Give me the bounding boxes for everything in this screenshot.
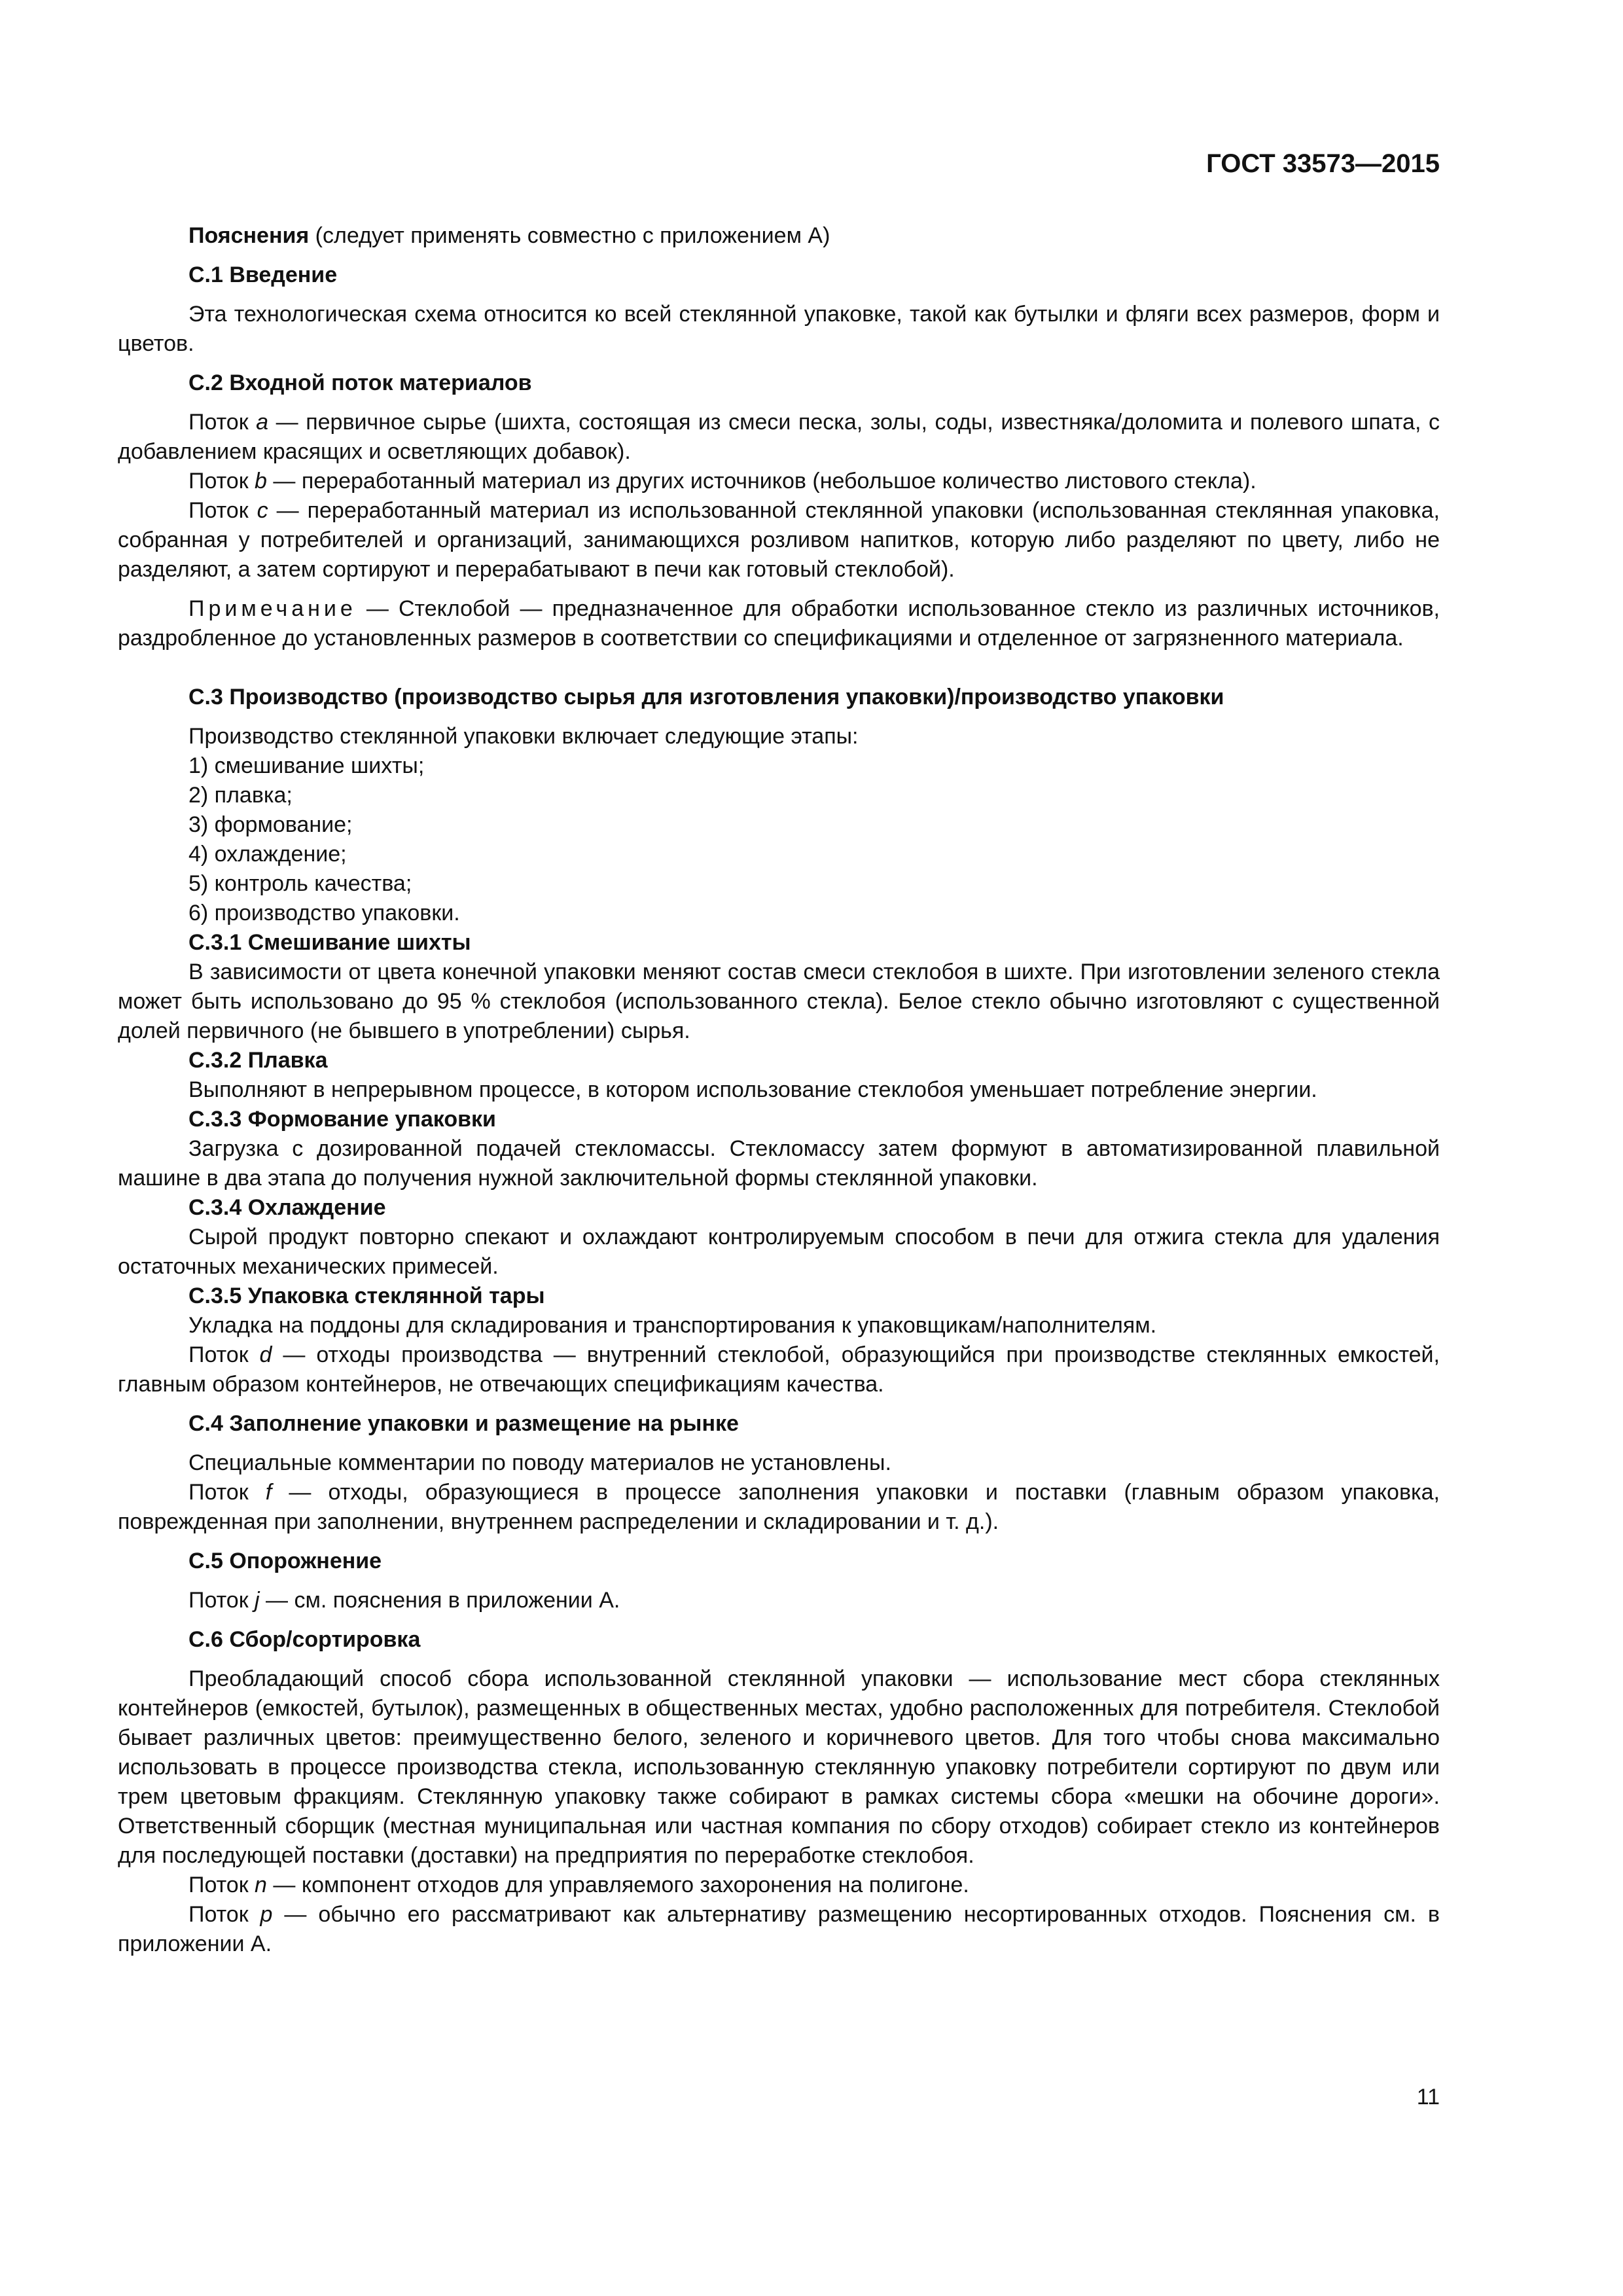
page-number: 11 — [1416, 2085, 1440, 2109]
subsection-c32-text: Выполняют в непрерывном процессе, в котором использование стеклобоя уменьшает потребление энергии. — [188, 1077, 1317, 1102]
stream-p-paragraph: Поток p — обычно его рассматривают как альтернативу размещению несортированных отходов. Пояснения см. в приложении А. — [118, 1902, 1440, 1956]
stream-var-f: f — [265, 1480, 272, 1505]
stream-var-d: d — [259, 1342, 272, 1367]
section-c1-text: Эта технологическая схема относится ко всей стеклянной упаковке, такой как бутылки и фляги всех размеров, форм и цветов. — [118, 302, 1440, 356]
list-item: 6) производство упаковки. — [188, 901, 460, 925]
section-c6-text: Преобладающий способ сбора использованной стеклянной упаковки — использование мест сбора стеклянных контейнеров (емкостей, бутылок), размещенных в общественных местах, удобно расположенных для потребителя. Стеклобой бывает различных цветов: преимущественно белого, зеленого и коричневого цветов. Для того чтобы снова максимально использовать в процессе производства стекла, использованную стеклянную упаковку потребители сортируют по двум или трем цветовым фракциям. Стеклянную упаковку также собирают в рамках системы сбора «мешки на обочине дороги». Ответственный сборщик (местная муниципальная или частная компания по сбору отходов) собирает стекло из контейнеров для последующей поставки (доставки) на предприятия по переработке стеклобоя. — [118, 1666, 1440, 1868]
intro-line — [118, 221, 1440, 251]
subsection-c34-heading: С.3.4 Охлаждение — [188, 1195, 386, 1220]
section-c4-heading: С.4 Заполнение упаковки и размещение на рынке — [188, 1411, 739, 1436]
page-body — [118, 221, 1440, 1959]
section-c6-heading: С.6 Сбор/сортировка — [188, 1627, 421, 1652]
subsection-c34-text: Сырой продукт повторно спекают и охлаждают контролируемым способом в печи для отжига стекла для удаления остаточных механических примесей. — [118, 1225, 1440, 1279]
stream-var-b: b — [255, 469, 267, 493]
document-code: ГОСТ 33573—2015 — [1206, 149, 1440, 178]
subsection-c33-text: Загрузка с дозированной подачей стекломассы. Стекломассу затем формуют в автоматизированной плавильной машине в два этапа до получения нужной заключительной формы стеклянной упаковки. — [118, 1136, 1440, 1191]
subsection-c35-heading: С.3.5 Упаковка стеклянной тары — [188, 1283, 545, 1308]
subsection-c35-text: Укладка на поддоны для складирования и транспортирования к упаковщикам/наполнителям. — [188, 1313, 1157, 1338]
subsection-c31-text: В зависимости от цвета конечной упаковки меняют состав смеси стеклобоя в шихте. При изготовлении зеленого стекла может быть использовано до 95 % стеклобоя (использованного стекла). Белое стекло обычно изготовляют с существенной долей первичного (не бывшего в употреблении) сырья. — [118, 960, 1440, 1043]
intro-rest: (следует применять совместно с приложением А) — [309, 223, 830, 248]
note-paragraph — [118, 594, 1440, 653]
stream-b-paragraph: Поток b — переработанный материал из других источников (небольшое количество листового стекла). — [188, 469, 1257, 493]
stream-c-paragraph: Поток c — переработанный материал из использованной стеклянной упаковки (использованная стеклянная упаковка, собранная у потребителей и организаций, занимающихся розливом напитков, которую либо разделяют по цвету, либо не разделяют, а затем сортируют и перерабатывают в печи как готовый стеклобой). — [118, 498, 1440, 582]
list-item: 4) охлаждение; — [188, 842, 347, 867]
subsection-c31-heading: С.3.1 Смешивание шихты — [188, 930, 471, 955]
stream-n-paragraph: Поток n — компонент отходов для управляемого захоронения на полигоне. — [188, 1873, 969, 1897]
section-c5-heading: С.5 Опорожнение — [188, 1549, 382, 1573]
stream-var-c: c — [257, 498, 268, 523]
stream-var-p: p — [260, 1902, 273, 1927]
section-c1-heading: С.1 Введение — [188, 262, 338, 287]
stream-var-j: j — [255, 1588, 260, 1613]
list-item: 1) смешивание шихты; — [188, 753, 425, 778]
section-c2-heading: С.2 Входной поток материалов — [188, 370, 532, 395]
subsection-c33-heading: С.3.3 Формование упаковки — [188, 1107, 496, 1132]
list-item: 3) формование; — [188, 812, 353, 837]
stream-a-paragraph: Поток a — первичное сырье (шихта, состоящая из смеси песка, золы, соды, известняка/доломита и полевого шпата, с добавлением красящих и осветляющих добавок). — [118, 410, 1440, 464]
subsection-c32-heading: С.3.2 Плавка — [188, 1048, 328, 1073]
stream-f-paragraph: Поток f — отходы, образующиеся в процессе заполнения упаковки и поставки (главным образом упаковка, поврежденная при заполнении, внутреннем распределении и складировании и т. д.). — [118, 1480, 1440, 1534]
note-label: Примечание — [188, 596, 357, 621]
list-item: 2) плавка; — [188, 783, 293, 808]
stream-var-a: a — [256, 410, 269, 435]
list-item: 5) контроль качества; — [188, 871, 412, 896]
stream-j-paragraph: Поток j — см. пояснения в приложении А. — [188, 1588, 620, 1613]
section-c3-intro: Производство стеклянной упаковки включает следующие этапы: — [188, 724, 859, 749]
note-text: — Стеклобой — предназначенное для обработки использованное стекло из различных источников, раздробленное до установленных размеров в соответствии со спецификациями и отделенное от загрязненного материала. — [118, 596, 1440, 651]
stream-var-n: n — [255, 1873, 267, 1897]
section-c3-heading: С.3 Производство (производство сырья для изготовления упаковки)/производство упаковки — [188, 685, 1224, 709]
intro-bold: Пояснения — [188, 223, 310, 248]
section-c4-text: Специальные комментарии по поводу материалов не установлены. — [188, 1450, 891, 1475]
stream-d-paragraph: Поток d — отходы производства — внутренний стеклобой, образующийся при производстве стеклянных емкостей, главным образом контейнеров, не отвечающих спецификациям качества. — [118, 1342, 1440, 1397]
